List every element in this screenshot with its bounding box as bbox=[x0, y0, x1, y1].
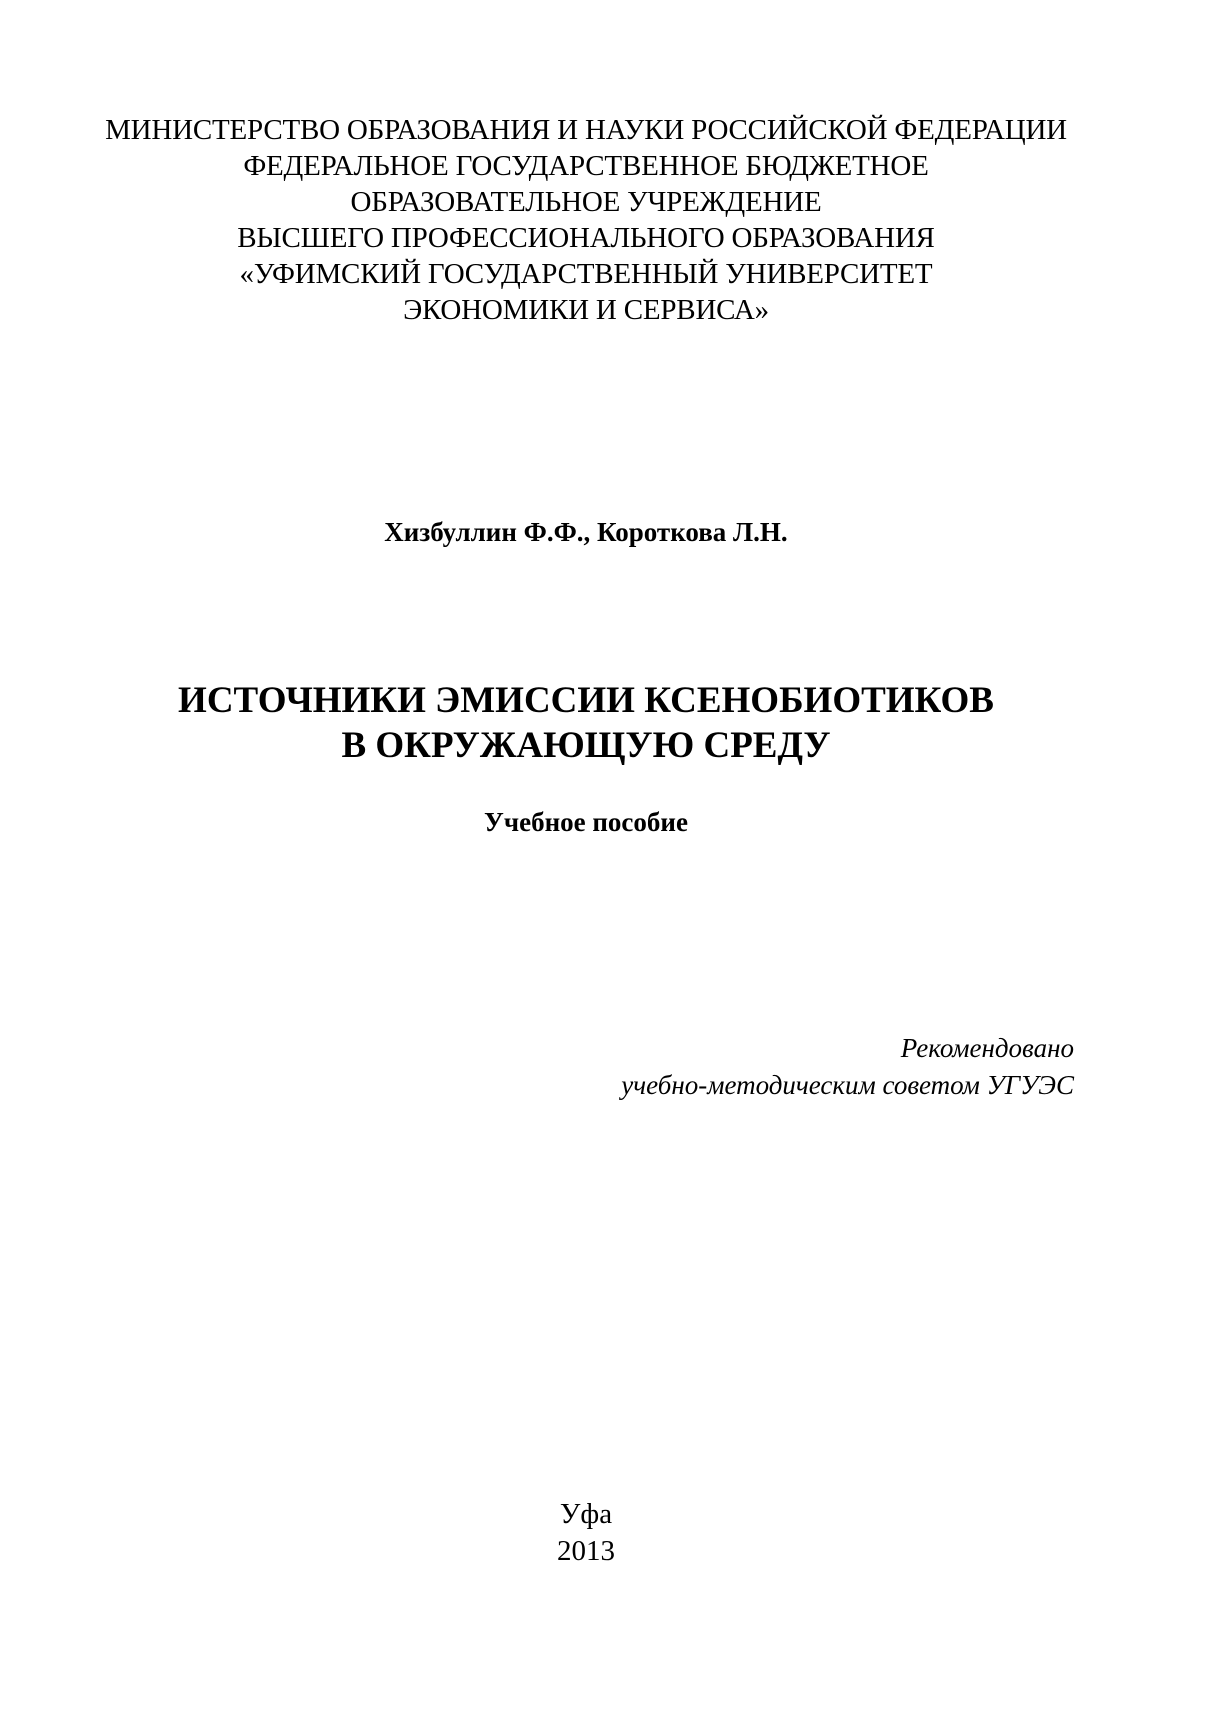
institution-line: ЭКОНОМИКИ И СЕРВИСА» bbox=[403, 294, 769, 326]
institution-line: «УФИМСКИЙ ГОСУДАРСТВЕННЫЙ УНИВЕРСИТЕТ bbox=[239, 258, 933, 290]
recommendation-line: Рекомендовано bbox=[900, 1033, 1074, 1063]
imprint-city: Уфа bbox=[559, 1498, 613, 1530]
institution-header bbox=[0, 112, 1172, 328]
institution-line: ОБРАЗОВАТЕЛЬНОЕ УЧРЕЖДЕНИЕ bbox=[350, 186, 822, 218]
institution-line: ВЫСШЕГО ПРОФЕССИОНАЛЬНОГО ОБРАЗОВАНИЯ bbox=[237, 222, 935, 254]
document-title bbox=[0, 678, 1172, 768]
institution-line: МИНИСТЕРСТВО ОБРАЗОВАНИЯ И НАУКИ РОССИЙСКОЙ ФЕДЕРАЦИИ bbox=[105, 114, 1067, 146]
imprint bbox=[0, 1496, 1172, 1570]
title-line: В ОКРУЖАЮЩУЮ СРЕДУ bbox=[341, 725, 831, 766]
imprint-year: 2013 bbox=[557, 1535, 615, 1567]
recommendation-line: учебно-методическим советом УГУЭС bbox=[621, 1070, 1074, 1100]
document-type: Учебное пособие bbox=[484, 807, 688, 837]
institution-line: ФЕДЕРАЛЬНОЕ ГОСУДАРСТВЕННОЕ БЮДЖЕТНОЕ bbox=[243, 150, 929, 182]
title-line: ИСТОЧНИКИ ЭМИССИИ КСЕНОБИОТИКОВ bbox=[178, 680, 994, 721]
authors: Хизбуллин Ф.Ф., Короткова Л.Н. bbox=[384, 517, 788, 547]
recommendation-note bbox=[621, 1030, 1074, 1104]
